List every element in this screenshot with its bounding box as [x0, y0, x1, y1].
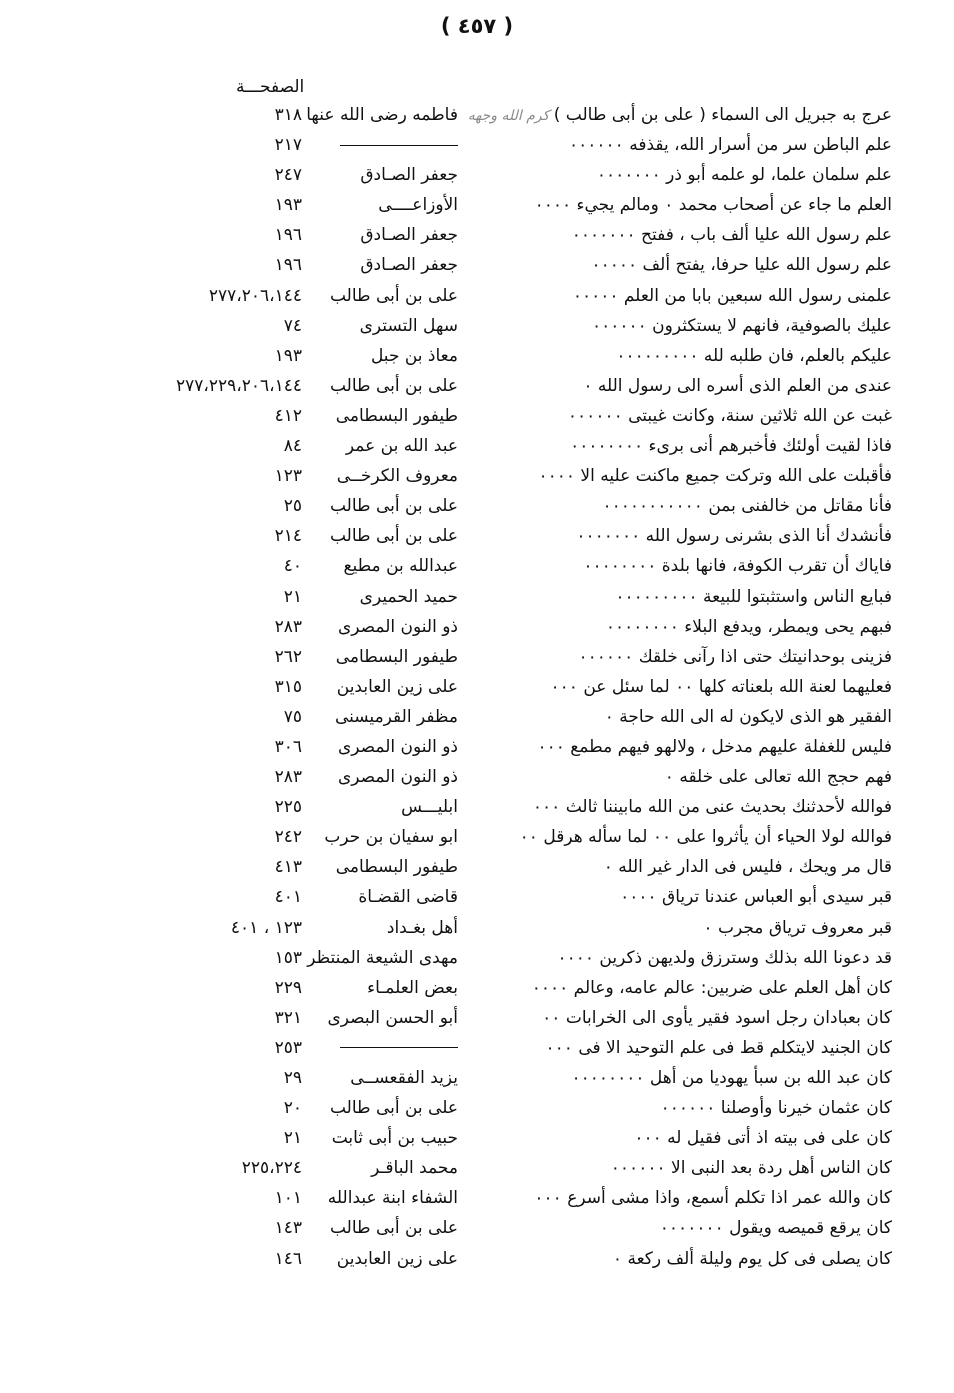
- index-table: [0, 102, 954, 1276]
- speaker-name: الأوزاعــــى: [378, 195, 458, 216]
- page-reference: ١٤٣: [274, 1218, 302, 1239]
- speaker-name: على زين العابدين: [336, 1248, 458, 1269]
- index-row: [0, 764, 954, 794]
- page-reference: ٢٨٣: [274, 616, 302, 637]
- page-reference: ٤٠: [283, 556, 302, 577]
- quote-text: الفقير هو الذى لايكون له الى الله حاجة ٠: [604, 706, 892, 727]
- index-row: [0, 854, 954, 884]
- page-reference: ١٩٣: [274, 195, 302, 216]
- speaker-name: جعفر الصـادق: [360, 225, 458, 246]
- speaker-name: ابليـــس: [401, 797, 458, 818]
- page-reference: ٢١: [283, 1128, 302, 1149]
- index-row: [0, 915, 954, 945]
- quote-text: قبر معروف ترياق مجرب ٠: [703, 917, 892, 938]
- index-row: [0, 674, 954, 704]
- quote-text: علم الباطن سر من أسرار الله، يقذفه ٠٠٠٠٠٠: [569, 135, 892, 156]
- same-as-above-line: [340, 1047, 458, 1048]
- quote-text: كان بعبادان رجل اسود فقير يأوى الى الخرابات ٠٠: [542, 1007, 892, 1028]
- quote-text: غبت عن الله ثلاثين سنة، وكانت غيبتى ٠٠٠٠٠٠: [567, 405, 892, 426]
- index-row: [0, 1125, 954, 1155]
- index-row: [0, 523, 954, 553]
- speaker-name: محمد الباقـر: [371, 1158, 458, 1179]
- speaker-name: ذو النون المصرى: [337, 616, 458, 637]
- quote-text: فليس للغفلة عليهم مدخل ، ولالهو فيهم مطمع ٠٠٠: [537, 736, 892, 757]
- speaker-name: حميد الحميرى: [359, 586, 458, 607]
- pages-column-header: الصفحـــة: [236, 77, 305, 97]
- quote-text: فأنشدك أنا الذى بشرنى رسول الله ٠٠٠٠٠٠٠: [576, 526, 892, 547]
- page-reference: ٢٤٧: [274, 165, 302, 186]
- quote-text: فعليهما لعنة الله بلعناته كلها ٠٠ لما سئل عن ٠٠٠: [550, 676, 892, 697]
- quote-text: فبايع الناس واستثبتوا للبيعة ٠٠٠٠٠٠٠٠٠: [615, 586, 892, 607]
- page-reference: ١٤٦: [274, 1248, 302, 1269]
- page-reference: ٢٨٣: [274, 767, 302, 788]
- quote-text: قبر سيدى أبو العباس عندنا ترياق ٠٠٠٠: [620, 887, 892, 908]
- index-row: [0, 493, 954, 523]
- quote-text: العلم ما جاء عن أصحاب محمد ٠ ومالم يجيء ٠٠٠٠: [534, 195, 892, 216]
- page-reference: ٧٤: [283, 315, 302, 336]
- speaker-name: بعض العلمـاء: [367, 977, 458, 998]
- speaker-name: ذو النون المصرى: [337, 736, 458, 757]
- index-row: [0, 945, 954, 975]
- index-row: [0, 1246, 954, 1276]
- index-row: [0, 794, 954, 824]
- page-reference: ١٩٦: [274, 255, 302, 276]
- page-reference: ٢٥٣: [274, 1037, 302, 1058]
- speaker-name: جعفر الصـادق: [360, 165, 458, 186]
- page-reference: ١٢٣: [274, 466, 302, 487]
- page-number: ( ٤٥٧ ): [440, 14, 514, 38]
- index-row: [0, 313, 954, 343]
- page-reference: ١٩٣: [274, 345, 302, 366]
- page-reference: ١٩٦: [274, 225, 302, 246]
- page-reference: ٢١: [283, 586, 302, 607]
- page-reference: ٢٧٧،٢٠٦،١٤٤: [208, 285, 302, 306]
- speaker-name: عبد الله بن عمر: [345, 436, 458, 457]
- index-row: [0, 252, 954, 282]
- index-row: [0, 1185, 954, 1215]
- index-row: [0, 1065, 954, 1095]
- quote-text: كان الجنيد لايتكلم قط فى علم التوحيد الا فى ٠٠٠: [545, 1037, 892, 1058]
- quote-text: فاياك أن تقرب الكوفة، فانها بلدة ٠٠٠٠٠٠٠٠: [583, 556, 892, 577]
- speaker-name: على بن أبى طالب: [329, 496, 458, 517]
- page-reference: ٢٦٢: [274, 646, 302, 667]
- page-reference: ٢٩: [283, 1068, 302, 1088]
- index-row: [0, 584, 954, 614]
- speaker-name: يزيد الفقعســى: [350, 1068, 458, 1088]
- speaker-name: على بن أبى طالب: [329, 285, 458, 306]
- page-reference: ٤١٣: [274, 857, 302, 878]
- quote-text: فبهم يحى ويمطر، ويدفع البلاء ٠٠٠٠٠٠٠٠: [605, 616, 892, 637]
- quote-text: كان على فى بيته اذ أتى فقيل له ٠٠٠: [634, 1128, 892, 1149]
- index-row: [0, 1005, 954, 1035]
- page-reference: ٤٠١: [274, 887, 302, 908]
- index-row: [0, 975, 954, 1005]
- index-row: [0, 734, 954, 764]
- index-row: [0, 1215, 954, 1245]
- speaker-name: جعفر الصـادق: [360, 255, 458, 276]
- quote-text: كان أهل العلم على ضربين: عالم عامه، وعالم ٠٠٠٠: [531, 977, 892, 998]
- quote-text: فأنا مقاتل من خالفنى بمن ٠٠٠٠٠٠٠٠٠٠٠: [602, 496, 892, 517]
- index-row: [0, 162, 954, 192]
- quote-text: كان الناس أهل ردة بعد النبى الا ٠٠٠٠٠٠: [610, 1158, 892, 1179]
- quote-text: فاذا لقيت أولئك فأخبرهم أنى برىء ٠٠٠٠٠٠٠٠: [570, 436, 892, 457]
- index-row: [0, 373, 954, 403]
- index-row: [0, 1155, 954, 1185]
- quote-text: علم رسول الله عليا حرفا، يفتح ألف ٠٠٠٠٠: [591, 255, 892, 276]
- index-row: [0, 102, 954, 132]
- index-row: [0, 884, 954, 914]
- page-reference: ٣١٨: [274, 105, 302, 125]
- speaker-name: على بن أبى طالب: [329, 1218, 458, 1239]
- index-row: [0, 283, 954, 313]
- page-reference: ٢٢٥: [274, 797, 302, 818]
- speaker-name: طيفور البسطامى: [335, 646, 458, 667]
- index-row: [0, 553, 954, 583]
- speaker-name: على زين العابدين: [336, 676, 458, 697]
- index-row: [0, 1095, 954, 1125]
- speaker-name: [340, 135, 458, 155]
- index-row: [0, 614, 954, 644]
- speaker-name: على بن أبى طالب: [329, 526, 458, 547]
- page-reference: ٨٤: [283, 436, 302, 457]
- quote-text: كان يرقع قميصه ويقول ٠٠٠٠٠٠٠: [659, 1218, 892, 1239]
- index-row: [0, 403, 954, 433]
- speaker-name: قاضى القضـاة: [358, 887, 458, 908]
- handwritten-margin-note: كرم الله وجهه: [467, 108, 554, 124]
- speaker-name: الشفاء ابنة عبدالله: [327, 1188, 458, 1209]
- speaker-name: سهل التسترى: [359, 315, 458, 336]
- same-as-above-line: [340, 145, 458, 146]
- speaker-name: على بن أبى طالب: [329, 1098, 458, 1119]
- speaker-name: أهل بغـداد: [386, 917, 458, 938]
- speaker-name: حبيب بن أبى ثابت: [331, 1128, 458, 1149]
- quote-text: علمنى رسول الله سبعين بابا من العلم ٠٠٠٠٠: [572, 285, 892, 306]
- speaker-name: فاطمه رضى الله عنها: [306, 105, 458, 125]
- quote-text: فوالله لولا الحياء أن يأثروا على ٠٠ لما سأله هرقل ٠٠: [519, 827, 892, 848]
- page-reference: ٢٢٥،٢٢٤: [241, 1158, 302, 1179]
- speaker-name: معروف الكرخــى: [336, 466, 458, 487]
- index-row: [0, 343, 954, 373]
- index-row: [0, 1035, 954, 1065]
- speaker-name: طيفور البسطامى: [335, 857, 458, 878]
- page-reference: ١٠١: [274, 1188, 302, 1209]
- quote-text: فهم حجج الله تعالى على خلقه ٠: [664, 767, 892, 788]
- page-reference: ٢٤٢: [274, 827, 302, 848]
- page-reference: ٢٠: [283, 1098, 302, 1119]
- speaker-name: مهدى الشيعة المنتظر: [307, 947, 458, 968]
- speaker-name: [340, 1038, 458, 1058]
- speaker-name: مظفر القرميسنى: [334, 706, 458, 727]
- speaker-name: أبو الحسن البصرى: [327, 1007, 458, 1028]
- page-reference: ٧٥: [283, 706, 302, 727]
- page-reference: ١٥٣: [274, 947, 302, 968]
- quote-text: عليك بالصوفية، فانهم لا يستكثرون ٠٠٠٠٠٠: [591, 315, 892, 336]
- quote-text: فوالله لأحدثنك بحديث عنى من الله مابيننا ثالث ٠٠٠: [532, 797, 892, 818]
- page-reference: ٢١٧: [274, 135, 302, 156]
- index-row: [0, 644, 954, 674]
- index-row: [0, 192, 954, 222]
- index-row: [0, 132, 954, 162]
- index-row: [0, 463, 954, 493]
- page-reference: ٤١٢: [274, 405, 302, 426]
- index-row: [0, 222, 954, 252]
- index-row: [0, 704, 954, 734]
- quote-text: فزينى بوحدانيتك حتى اذا رآنى خلقك ٠٠٠٠٠٠: [578, 646, 892, 667]
- speaker-name: على بن أبى طالب: [329, 375, 458, 396]
- index-row: [0, 433, 954, 463]
- quote-text: عرج به جبريل الى السماء ( على بن أبى طالب ) كرم الله وجهه: [467, 105, 892, 125]
- page-reference: ٢٥: [283, 496, 302, 517]
- quote-text: كان عثمان خيرنا وأوصلنا ٠٠٠٠٠٠: [660, 1098, 892, 1119]
- speaker-name: ابو سفيان بن حرب: [324, 827, 458, 848]
- page-reference: ٣٠٦: [274, 736, 302, 757]
- quote-text: قال مر ويحك ، فليس فى الدار غير الله ٠: [603, 857, 892, 878]
- quote-text: كان والله عمر اذا تكلم أسمع، واذا مشى أسرع ٠٠٠: [534, 1188, 892, 1209]
- quote-text: كان عبد الله بن سبأ يهوديا من أهل ٠٠٠٠٠٠٠٠: [571, 1068, 892, 1088]
- quote-text: كان يصلى فى كل يوم وليلة ألف ركعة ٠: [612, 1248, 892, 1269]
- quote-text: فأقبلت على الله وتركت جميع ماكنت عليه الا ٠٠٠٠: [538, 466, 892, 487]
- quote-text: قد دعونا الله بذلك وسترزق ولديهن ذكرين ٠٠٠٠: [557, 947, 892, 968]
- quote-text: عليكم بالعلم، فان طلبه لله ٠٠٠٠٠٠٠٠٠: [616, 345, 892, 366]
- page-reference: ٢٧٧،٢٢٩،٢٠٦،١٤٤: [175, 375, 302, 396]
- page-reference: ٣١٥: [274, 676, 302, 697]
- speaker-name: ذو النون المصرى: [337, 767, 458, 788]
- quote-text: عندى من العلم الذى أسره الى رسول الله ٠: [583, 375, 892, 396]
- speaker-name: معاذ بن جبل: [370, 345, 458, 366]
- page-reference: ١٢٣ ، ٤٠١: [230, 917, 302, 938]
- speaker-name: طيفور البسطامى: [335, 405, 458, 426]
- quote-text: علم رسول الله عليا ألف باب ، ففتح ٠٠٠٠٠٠٠: [571, 225, 892, 246]
- page-reference: ٢١٤: [274, 526, 302, 547]
- page-reference: ٢٢٩: [274, 977, 302, 998]
- speaker-name: عبدالله بن مطيع: [343, 556, 458, 577]
- index-row: [0, 824, 954, 854]
- page-reference: ٣٢١: [274, 1007, 302, 1028]
- quote-text: علم سلمان علما، لو علمه أبو ذر ٠٠٠٠٠٠٠: [596, 165, 892, 186]
